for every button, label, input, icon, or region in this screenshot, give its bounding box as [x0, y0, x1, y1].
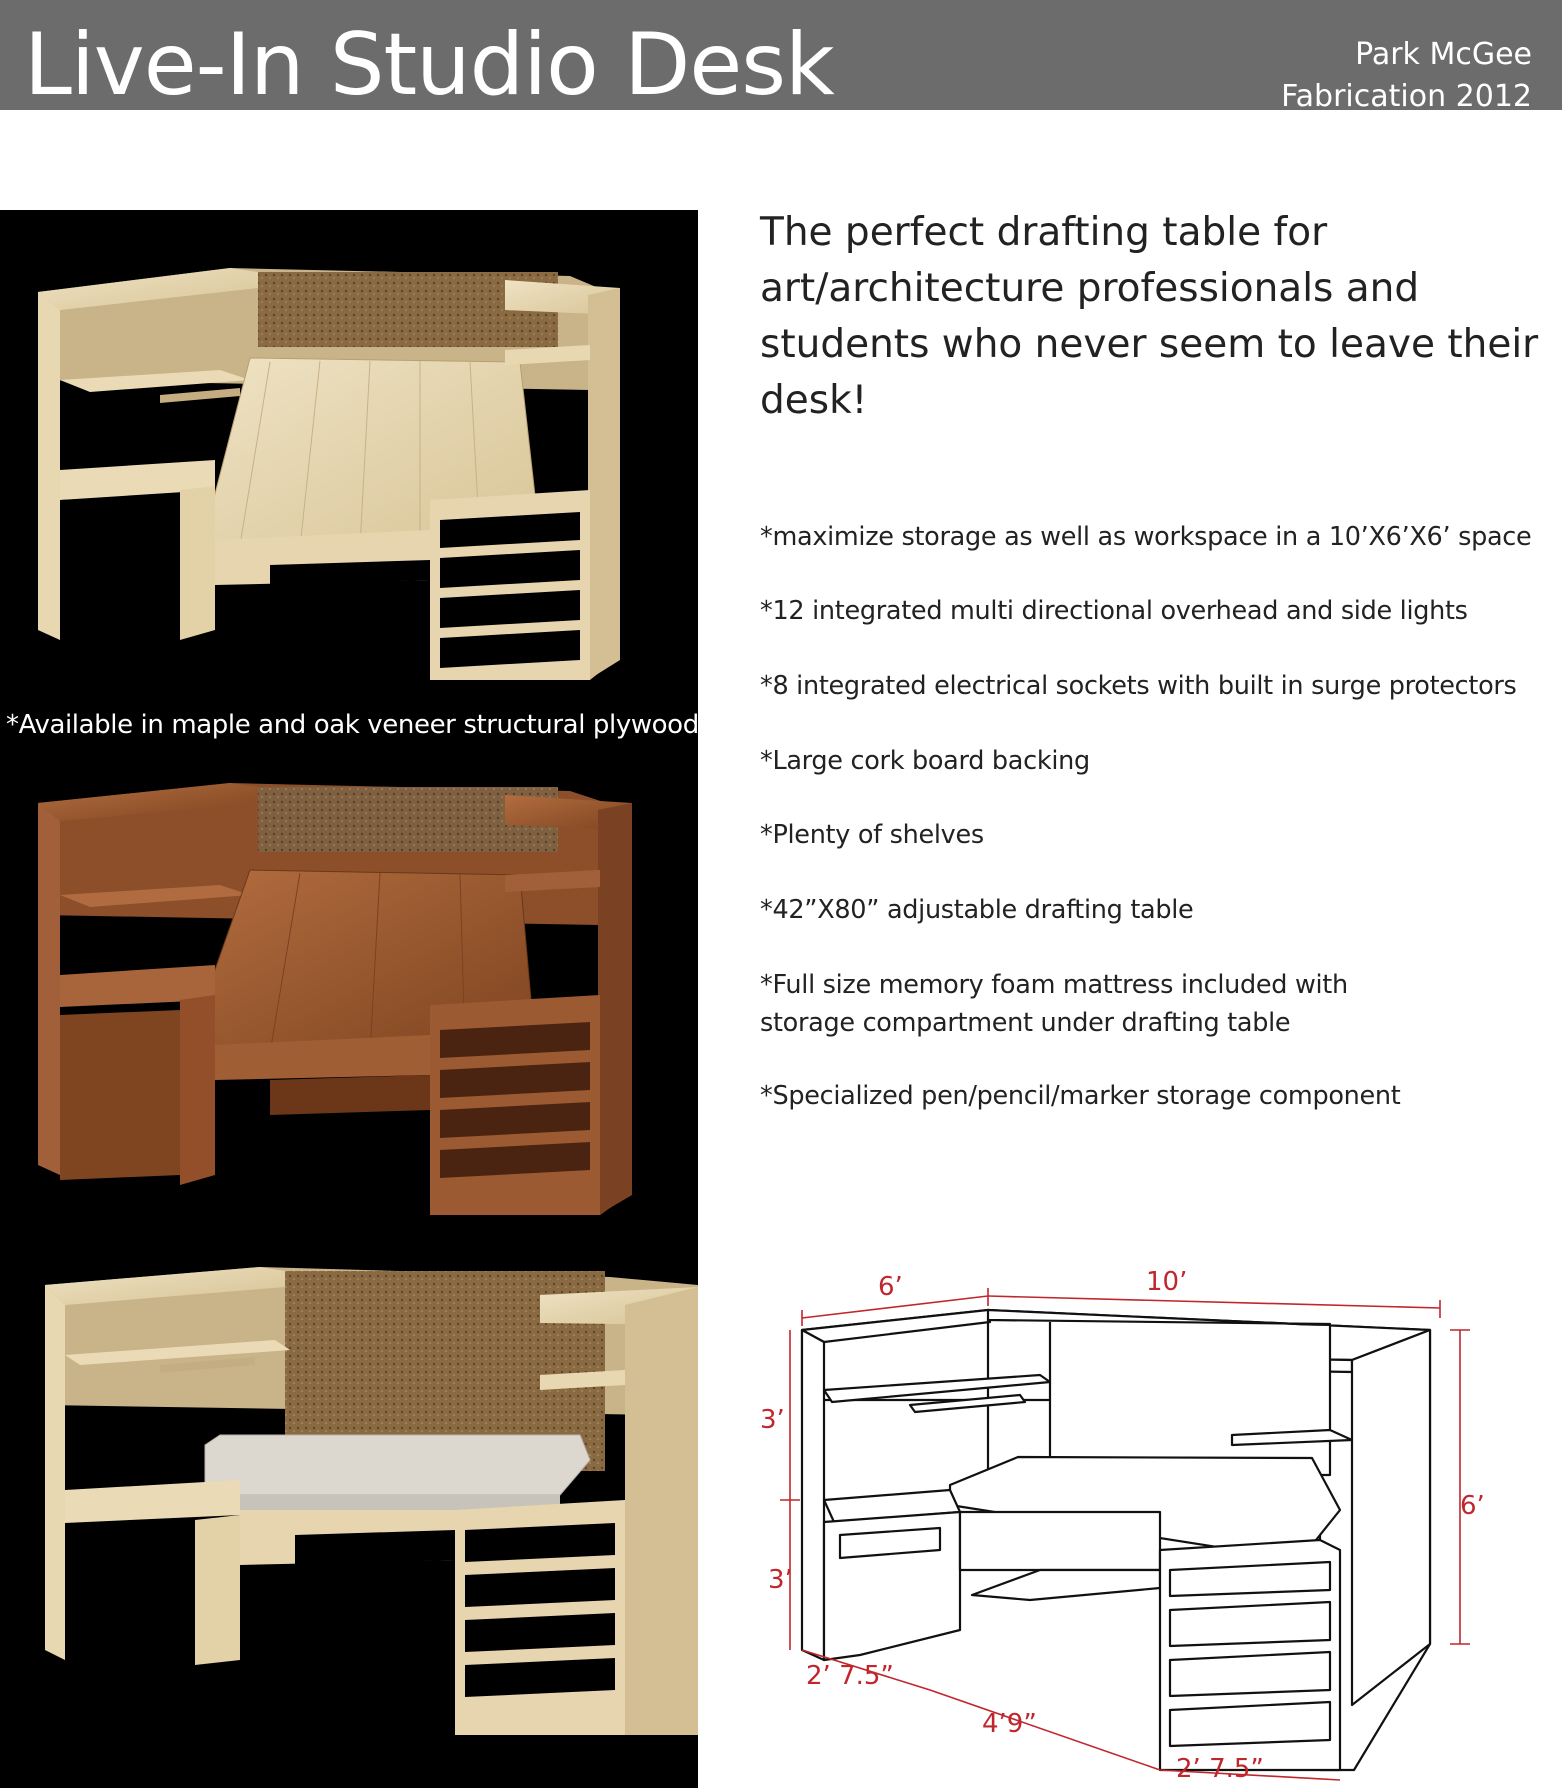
tagline: The perfect drafting table for art/architecture professionals and students who never seem to leave their desk!: [760, 210, 1539, 423]
dim-middle-span: 4’9”: [982, 1709, 1037, 1739]
page-header: [0, 0, 1562, 110]
feature-item: *Full size memory foam mattress included with storage compartment under drafting table: [760, 970, 1348, 1038]
feature-item: *Plenty of shelves: [760, 820, 984, 850]
feature-item: *42”X80” adjustable drafting table: [760, 895, 1194, 925]
maple-desk-render: [0, 240, 698, 710]
feature-item: *Large cork board backing: [760, 746, 1090, 776]
dim-left-module: 2’ 7.5”: [806, 1661, 894, 1691]
dim-depth-top: 6’: [878, 1272, 903, 1302]
render-panel: [0, 210, 698, 1788]
feature-item: *maximize storage as well as workspace in a 10’X6’X6’ space: [760, 522, 1532, 552]
material-note: *Available in maple and oak veneer structural plywood: [6, 710, 699, 740]
project-label: Fabrication 2012: [1281, 79, 1532, 110]
dim-total-height: 6’: [1460, 1491, 1485, 1521]
dimension-diagram: [740, 1250, 1550, 1788]
page-title: Live-In Studio Desk: [24, 15, 834, 110]
dim-width-top: 10’: [1146, 1267, 1188, 1297]
feature-item: *12 integrated multi directional overhead and side lights: [760, 596, 1468, 626]
feature-item: *Specialized pen/pencil/marker storage component: [760, 1081, 1401, 1111]
dim-upper-height: 3’: [760, 1405, 785, 1435]
author-name: Park McGee: [1355, 37, 1532, 72]
dim-right-module: 2’ 7.5”: [1176, 1754, 1264, 1784]
dim-lower-height: 3’: [768, 1565, 793, 1595]
oak-desk-render: [0, 775, 698, 1225]
mattress-desk-render: [0, 1265, 698, 1775]
feature-item: *8 integrated electrical sockets with built in surge protectors: [760, 671, 1517, 701]
